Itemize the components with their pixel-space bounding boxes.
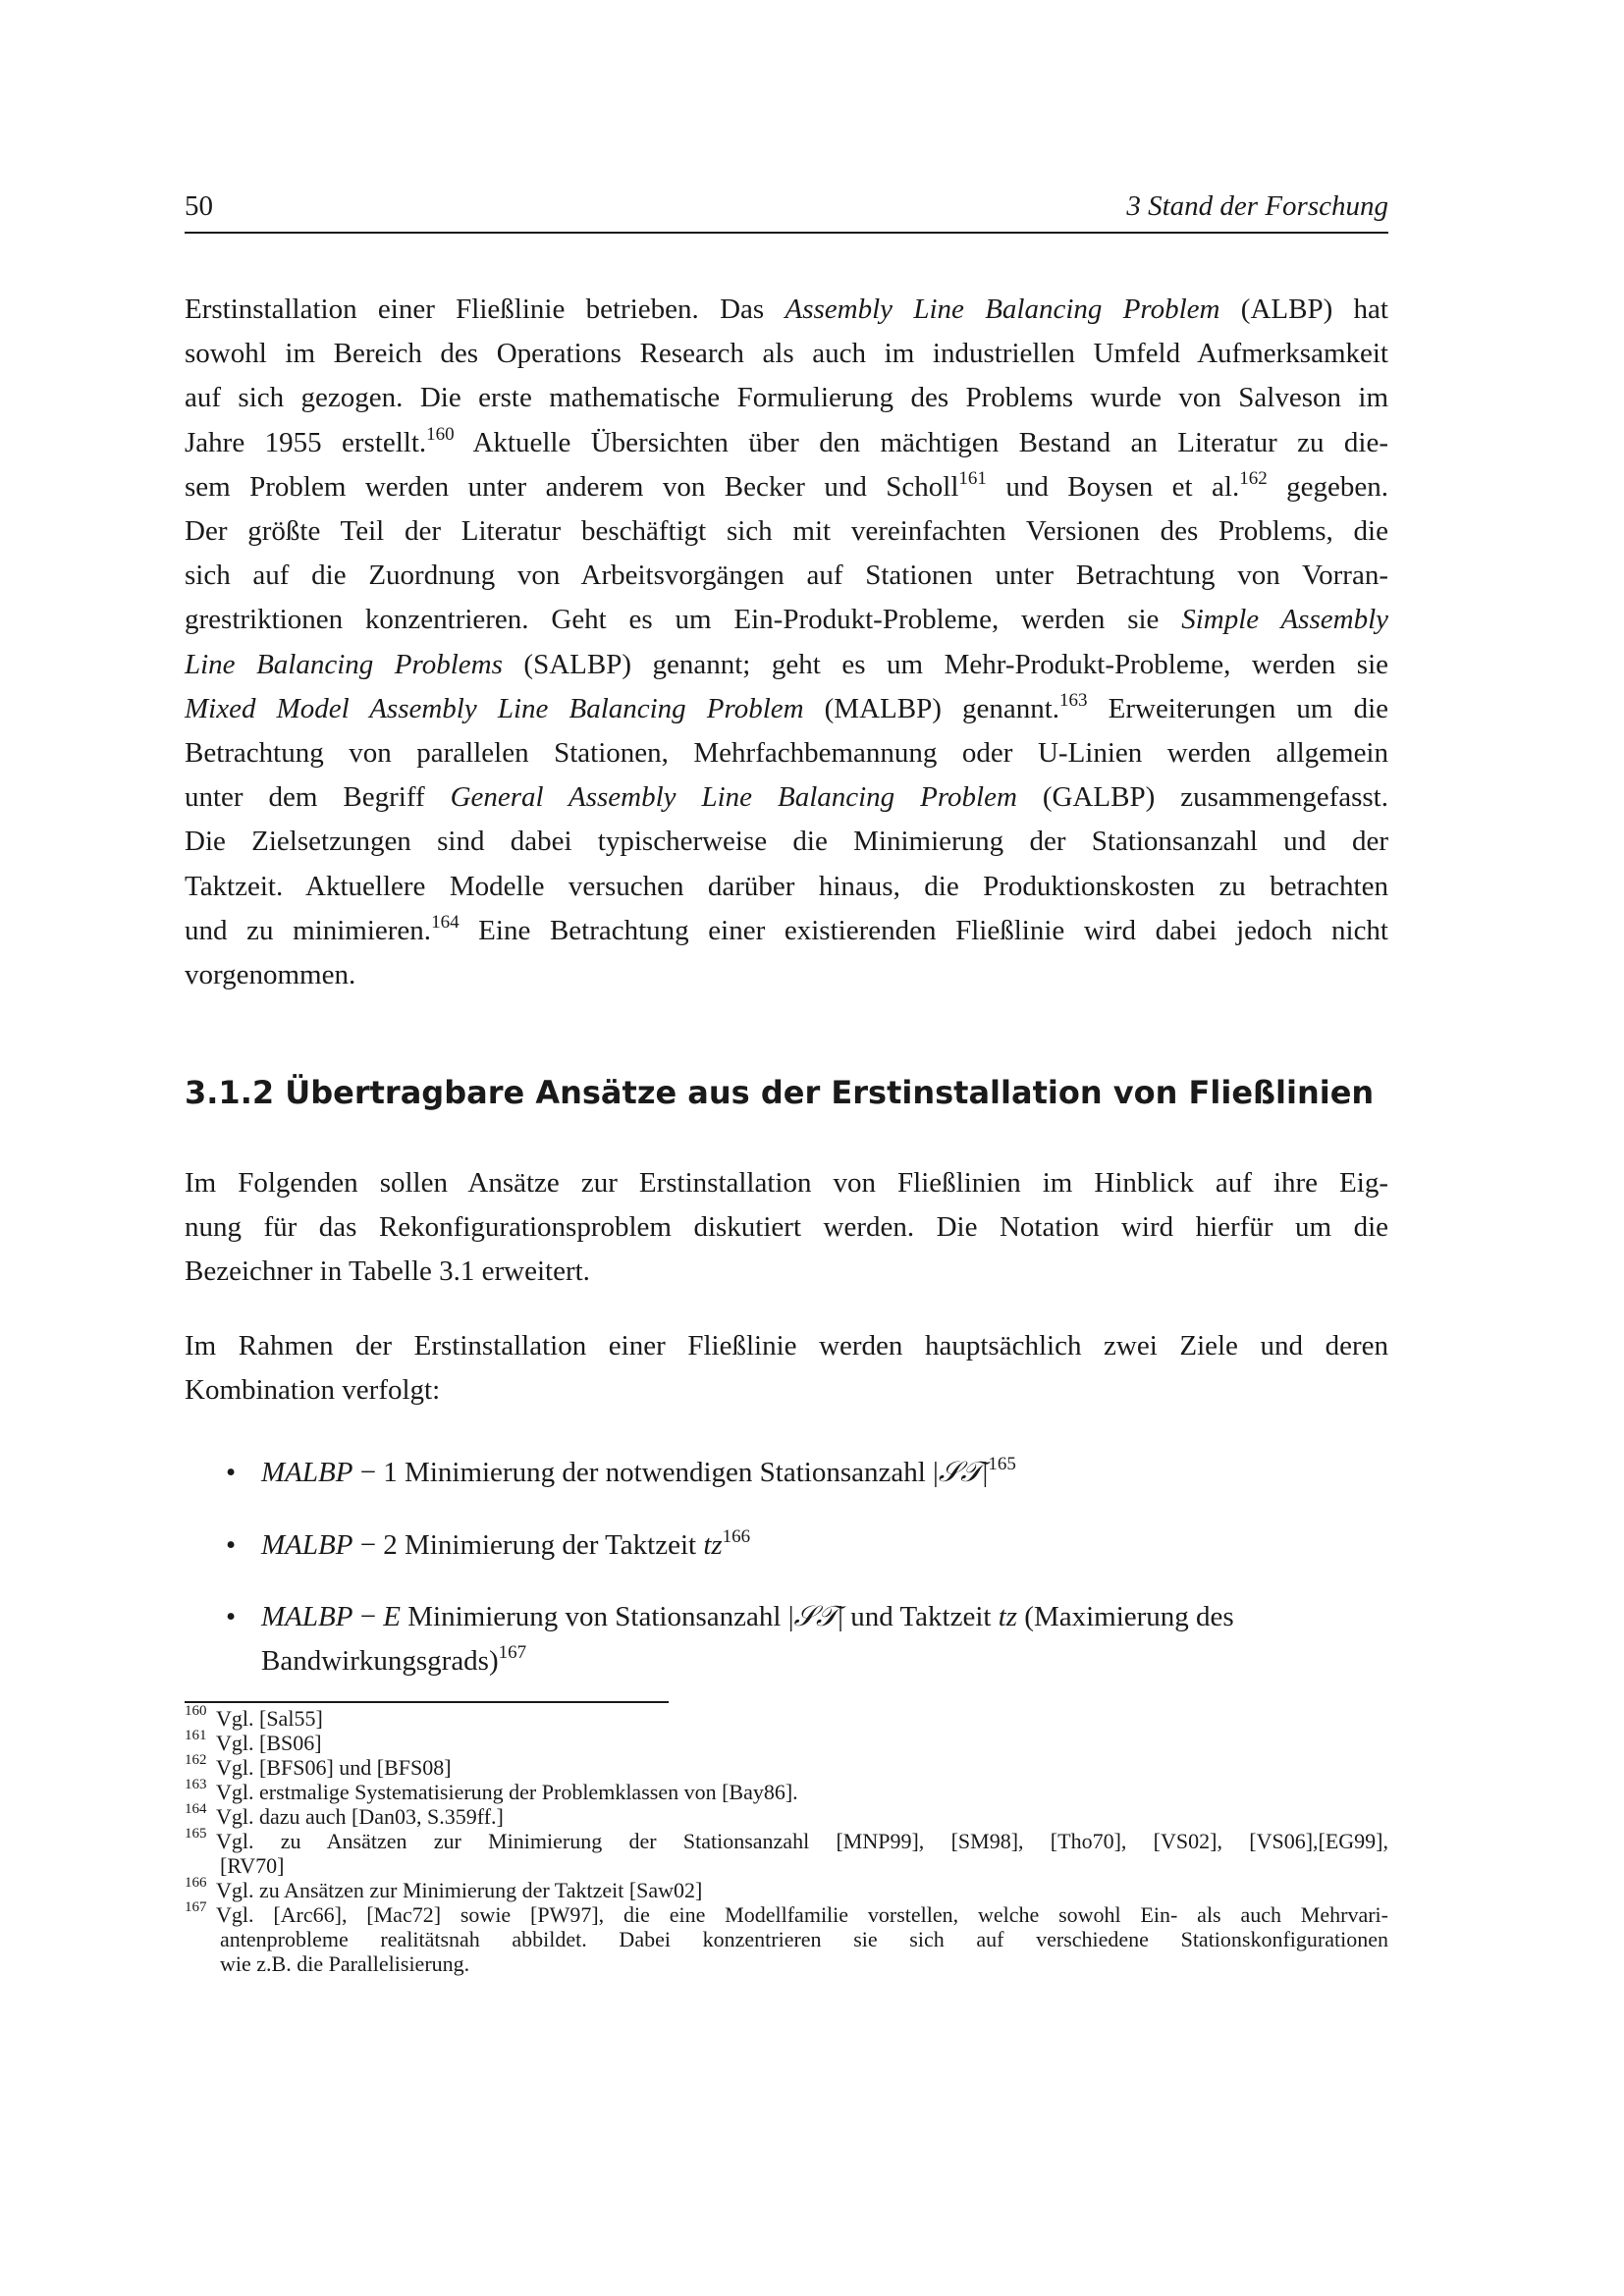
text-line [185, 598, 1388, 642]
footnote-text: Vgl. erstmalige Systematisierung der Problemklassen von [Bay86]. [216, 1780, 798, 1804]
footnote-ref: 166 [722, 1526, 751, 1547]
text-run: grestriktionen konzentrieren. Geht es um Ein-Produkt-Probleme, werden sie [185, 604, 1182, 636]
text-line [185, 1161, 1388, 1205]
text-run: Der größte Teil der Literatur beschäftigt sich mit vereinfachten Versionen des Problems, die [185, 515, 1388, 548]
text-run: (SALBP) genannt; geht es um Mehr-Produkt-Probleme, werden sie [502, 648, 1388, 680]
italic-term: General Assembly Line Balancing Problem [450, 781, 1017, 814]
text-run: Taktzeit. Aktuellere Modelle versuchen darüber hinaus, die Produktionskosten zu betrachten [185, 870, 1388, 902]
text-line [185, 909, 1388, 953]
text-run: − 2 Minimierung der Taktzeit [352, 1529, 704, 1561]
text-run: Erweiterungen um die [1087, 692, 1388, 724]
text-run: und zu minimieren. [185, 914, 432, 946]
text-line [261, 1451, 1388, 1495]
footnote-number: 160 [185, 1703, 207, 1719]
italic-term: Assembly Line Balancing Problem [785, 294, 1220, 325]
section-heading: 3.1.2 Übertragbare Ansätze aus der Erstinstallation von Fließlinien [185, 1074, 1375, 1111]
text-run: | [982, 1457, 989, 1488]
text-line [185, 465, 1388, 509]
footnote [185, 1703, 1388, 1731]
footnote-rule [185, 1701, 669, 1703]
text-line [185, 643, 1388, 687]
text-run: Kombination verfolgt: [185, 1374, 441, 1407]
text-run: Die Zielsetzungen sind dabei typischerweise die Minimierung der Stationsanzahl und der [185, 826, 1388, 858]
text-run: − [352, 1601, 384, 1632]
italic-term: E [383, 1601, 402, 1632]
footnote-text: wie z.B. die Parallelisierung. [220, 1951, 470, 1976]
text-line [261, 1639, 1388, 1683]
footnote-ref: 161 [958, 467, 987, 489]
footnote-ref: 162 [1239, 467, 1268, 489]
italic-term: 𝒮𝒯 [793, 1601, 839, 1632]
bullet-icon: • [226, 1601, 237, 1632]
footnote-text: Vgl. [BFS06] und [BFS08] [216, 1755, 452, 1780]
italic-term: MALBP [261, 1457, 353, 1488]
text-run: sem Problem werden unter anderem von Becker und Scholl [185, 470, 959, 503]
footnote-text: antenprobleme realitätsnah abbildet. Dabei konzentrieren sie sich auf verschiedene Stationskonfigurationen [220, 1927, 1388, 1951]
text-run: Bezeichner in Tabelle 3.1 erweitert. [185, 1255, 590, 1288]
bullet-icon: • [226, 1457, 237, 1488]
text-run: (ALBP) hat [1219, 294, 1388, 325]
footnote-text: Vgl. zu Ansätzen zur Minimierung der Taktzeit [Saw02] [216, 1878, 703, 1902]
body-paragraph-2 [185, 1161, 1388, 1295]
text-line [185, 687, 1388, 731]
footnote-text: Vgl. [Arc66], [Mac72] sowie [PW97], die eine Modellfamilie vorstellen, welche sowohl Ein- als auch Mehrvari- [216, 1902, 1388, 1927]
text-line [185, 865, 1388, 909]
body-paragraph-3 [185, 1324, 1388, 1413]
footnote-ref: 164 [431, 911, 460, 933]
page-header [185, 190, 1388, 234]
footnotes [185, 1703, 1388, 1976]
text-run: Bandwirkungsgrads) [261, 1645, 499, 1678]
text-line [185, 554, 1388, 598]
objective-text [261, 1595, 1388, 1683]
text-line [185, 820, 1388, 864]
footnote-text: Vgl. [Sal55] [216, 1706, 323, 1731]
footnote-text: [RV70] [220, 1853, 285, 1878]
footnote [185, 1777, 1388, 1804]
footnote-number: 163 [185, 1777, 207, 1792]
text-run: unter dem Begriff [185, 781, 451, 814]
text-line [185, 421, 1388, 465]
text-line [185, 1250, 1388, 1294]
text-run: − 1 Minimierung der notwendigen Stationsanzahl | [352, 1457, 939, 1488]
objective-text [261, 1523, 1388, 1568]
text-run: sowohl im Bereich des Operations Research als auch im industriellen Umfeld Aufmerksamkeit [185, 338, 1388, 370]
text-run: und Boysen et al. [986, 470, 1240, 503]
footnote [185, 1801, 1388, 1829]
text-line [185, 332, 1388, 376]
footnote-text: Vgl. dazu auch [Dan03, S.359ff.] [216, 1804, 504, 1829]
italic-term: 𝒮𝒯 [938, 1457, 983, 1488]
footnote-number: 162 [185, 1752, 207, 1768]
text-run: sich auf die Zuordnung von Arbeitsvorgängen auf Stationen unter Betrachtung von Vorran- [185, 560, 1388, 592]
header-rule [185, 232, 1388, 234]
text-run: Aktuelle Übersichten über den mächtigen Bestand an Literatur zu die- [454, 426, 1388, 458]
italic-term: tz [998, 1601, 1018, 1632]
text-line [185, 1368, 1388, 1413]
objective-text [261, 1451, 1388, 1495]
italic-term: Simple Assembly [1181, 604, 1389, 636]
text-run: (GALBP) zusammengefasst. [1016, 781, 1388, 814]
bullet-icon: • [226, 1529, 237, 1561]
footnote-ref: 167 [498, 1642, 527, 1664]
text-line [185, 775, 1388, 820]
footnote [185, 1752, 1388, 1780]
italic-term: tz [703, 1529, 723, 1561]
text-line [261, 1595, 1388, 1639]
text-run: Im Folgenden sollen Ansätze zur Erstinstallation von Fließlinien im Hinblick auf ihre Eig- [185, 1167, 1388, 1199]
text-run: gegeben. [1267, 470, 1388, 503]
text-run: auf sich gezogen. Die erste mathematische Formulierung des Problems wurde von Salveson im [185, 382, 1388, 414]
text-line [185, 1324, 1388, 1368]
footnote-text: Vgl. zu Ansätzen zur Minimierung der Stationsanzahl [MNP99], [SM98], [Tho70], [VS02], [VS06],[EG99], [216, 1829, 1388, 1853]
footnote [185, 1728, 1388, 1755]
footnote-ref: 160 [426, 423, 455, 445]
italic-term: Line Balancing Problems [185, 648, 503, 680]
footnote-number: 165 [185, 1826, 207, 1842]
text-line [185, 288, 1388, 332]
text-run: Jahre 1955 erstellt. [185, 426, 427, 458]
body-paragraph-1 [185, 288, 1388, 997]
text-line [185, 731, 1388, 775]
footnote [185, 1899, 1388, 1976]
text-run: vorgenommen. [185, 959, 356, 991]
footnote-text: Vgl. [BS06] [216, 1731, 322, 1755]
text-run: Minimierung von Stationsanzahl | [401, 1601, 794, 1632]
italic-term: MALBP [261, 1529, 353, 1561]
text-line [185, 953, 1388, 997]
footnote-ref: 163 [1059, 689, 1088, 711]
text-run: | und Taktzeit [838, 1601, 999, 1632]
text-run: nung für das Rekonfigurationsproblem diskutiert werden. Die Notation wird hierfür um die [185, 1211, 1388, 1244]
footnote [185, 1826, 1388, 1878]
footnote-number: 164 [185, 1801, 207, 1817]
italic-term: MALBP [261, 1601, 353, 1632]
text-line [185, 509, 1388, 554]
text-line [185, 376, 1388, 420]
text-run: (MALBP) genannt. [803, 692, 1060, 724]
text-line [185, 1205, 1388, 1250]
footnote-number: 166 [185, 1875, 207, 1891]
text-run: Betrachtung von parallelen Stationen, Mehrfachbemannung oder U-Linien werden allgemein [185, 737, 1388, 770]
text-run: Im Rahmen der Erstinstallation einer Fließlinie werden hauptsächlich zwei Ziele und deren [185, 1330, 1388, 1362]
text-run: Erstinstallation einer Fließlinie betrieben. Das [185, 294, 785, 325]
footnote-ref: 165 [988, 1454, 1016, 1474]
footnote [185, 1875, 1388, 1902]
page-number: 50 [185, 190, 213, 222]
footnote-number: 161 [185, 1728, 207, 1743]
italic-term: Mixed Model Assembly Line Balancing Problem [185, 692, 804, 724]
text-run: (Maximierung des [1017, 1601, 1234, 1632]
text-line [261, 1523, 1388, 1568]
text-run: Eine Betrachtung einer existierenden Fließlinie wird dabei jedoch nicht [459, 914, 1388, 946]
footnote-number: 167 [185, 1899, 207, 1915]
running-head: 3 Stand der Forschung [1126, 190, 1388, 222]
